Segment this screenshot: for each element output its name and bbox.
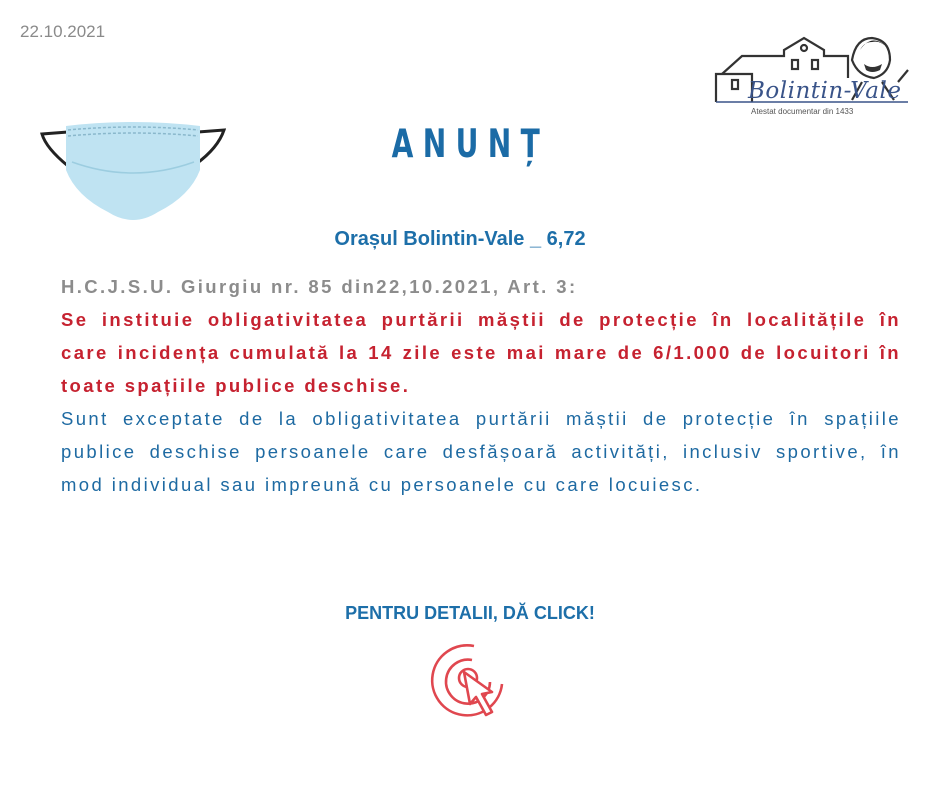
subtitle: Orașul Bolintin-Vale _ 6,72 (334, 228, 586, 250)
legal-reference: H.C.J.S.U. Giurgiu nr. 85 din22,10.2021, Art. 3: (61, 276, 578, 297)
details-link[interactable]: PENTRU DETALII, DĂ CLICK! (345, 603, 595, 623)
logo-tagline: Atestat documentar din 1433 (751, 107, 854, 116)
date-label: 22.10.2021 (20, 22, 106, 41)
page-title: ANUNȚ (391, 122, 549, 167)
announcement-body (61, 270, 901, 501)
mask-rule-text: Se instituie obligativitatea purtării măștii de protecție în localitățile în care incidența cumulată la 14 zile este mai mare de 6/1.000 de locuitori în toate spațiile publice deschise. (61, 309, 901, 396)
logo-name: Bolintin-Vale (748, 78, 902, 104)
exception-text: Sunt exceptate de la obligativitatea purtării măștii de protecție în spațiile publice deschise persoanele care desfășoară activități, inclusiv sportive, în mod individual sau impreună cu persoanele cu care locuiesc. (61, 408, 901, 495)
target-click-icon[interactable] (430, 640, 514, 724)
